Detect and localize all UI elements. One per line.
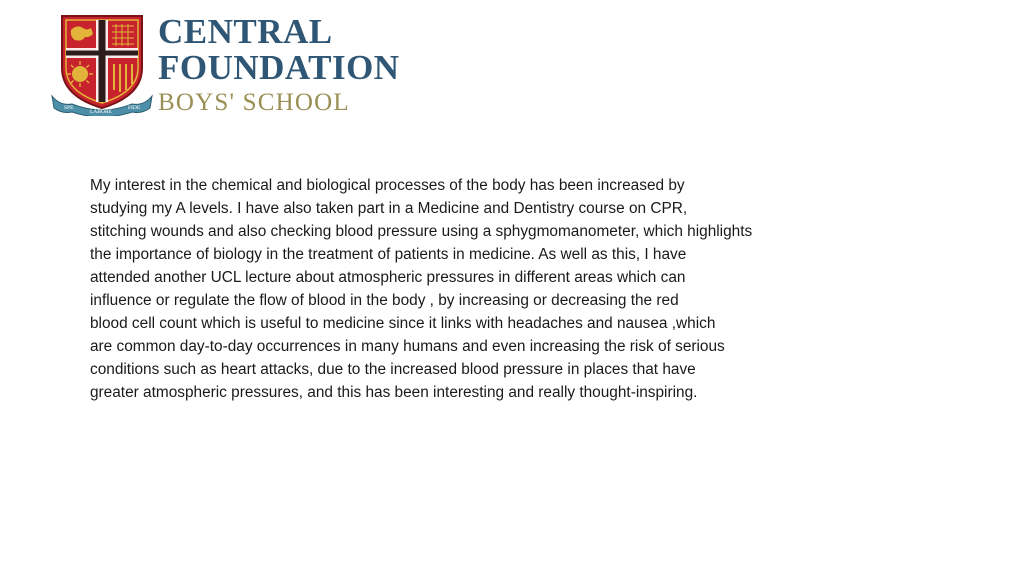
paragraph-line: stitching wounds and also checking blood pressure using a sphygmomanometer, which highlights [90,223,753,240]
paragraph-line: blood cell count which is useful to medicine since it links with headaches and nausea ,which [90,315,716,332]
school-logo [50,12,450,116]
paragraph-line: conditions such as heart attacks, due to the increased blood pressure in places that have [90,361,696,378]
personal-statement-paragraph [90,174,860,404]
school-crest-icon [50,12,154,116]
paragraph-line: influence or regulate the flow of blood in the body , by increasing or decreasing the red [90,292,679,309]
motto-word-2: LABORE [90,109,112,115]
paragraph-line: studying my A levels. I have also taken part in a Medicine and Dentistry course on CPR, [90,200,688,217]
wordmark-line-foundation: FOUNDATION [158,48,400,87]
paragraph-line: attended another UCL lecture about atmospheric pressures in different areas which can [90,269,686,286]
paragraph-line: greater atmospheric pressures, and this has been interesting and really thought-inspiring. [90,384,698,401]
wordmark-line-boys-school: BOYS' SCHOOL [158,89,350,116]
paragraph-line: are common day-to-day occurrences in many humans and even increasing the risk of serious [90,338,725,355]
paragraph-line: the importance of biology in the treatment of patients in medicine. As well as this, I have [90,246,687,263]
wordmark-line-central: CENTRAL [158,12,333,51]
motto-word-3: FIDE [128,105,141,111]
school-wordmark [158,12,450,116]
motto-word-1: SPE [64,105,74,111]
paragraph-line: My interest in the chemical and biological processes of the body has been increased by [90,177,685,194]
